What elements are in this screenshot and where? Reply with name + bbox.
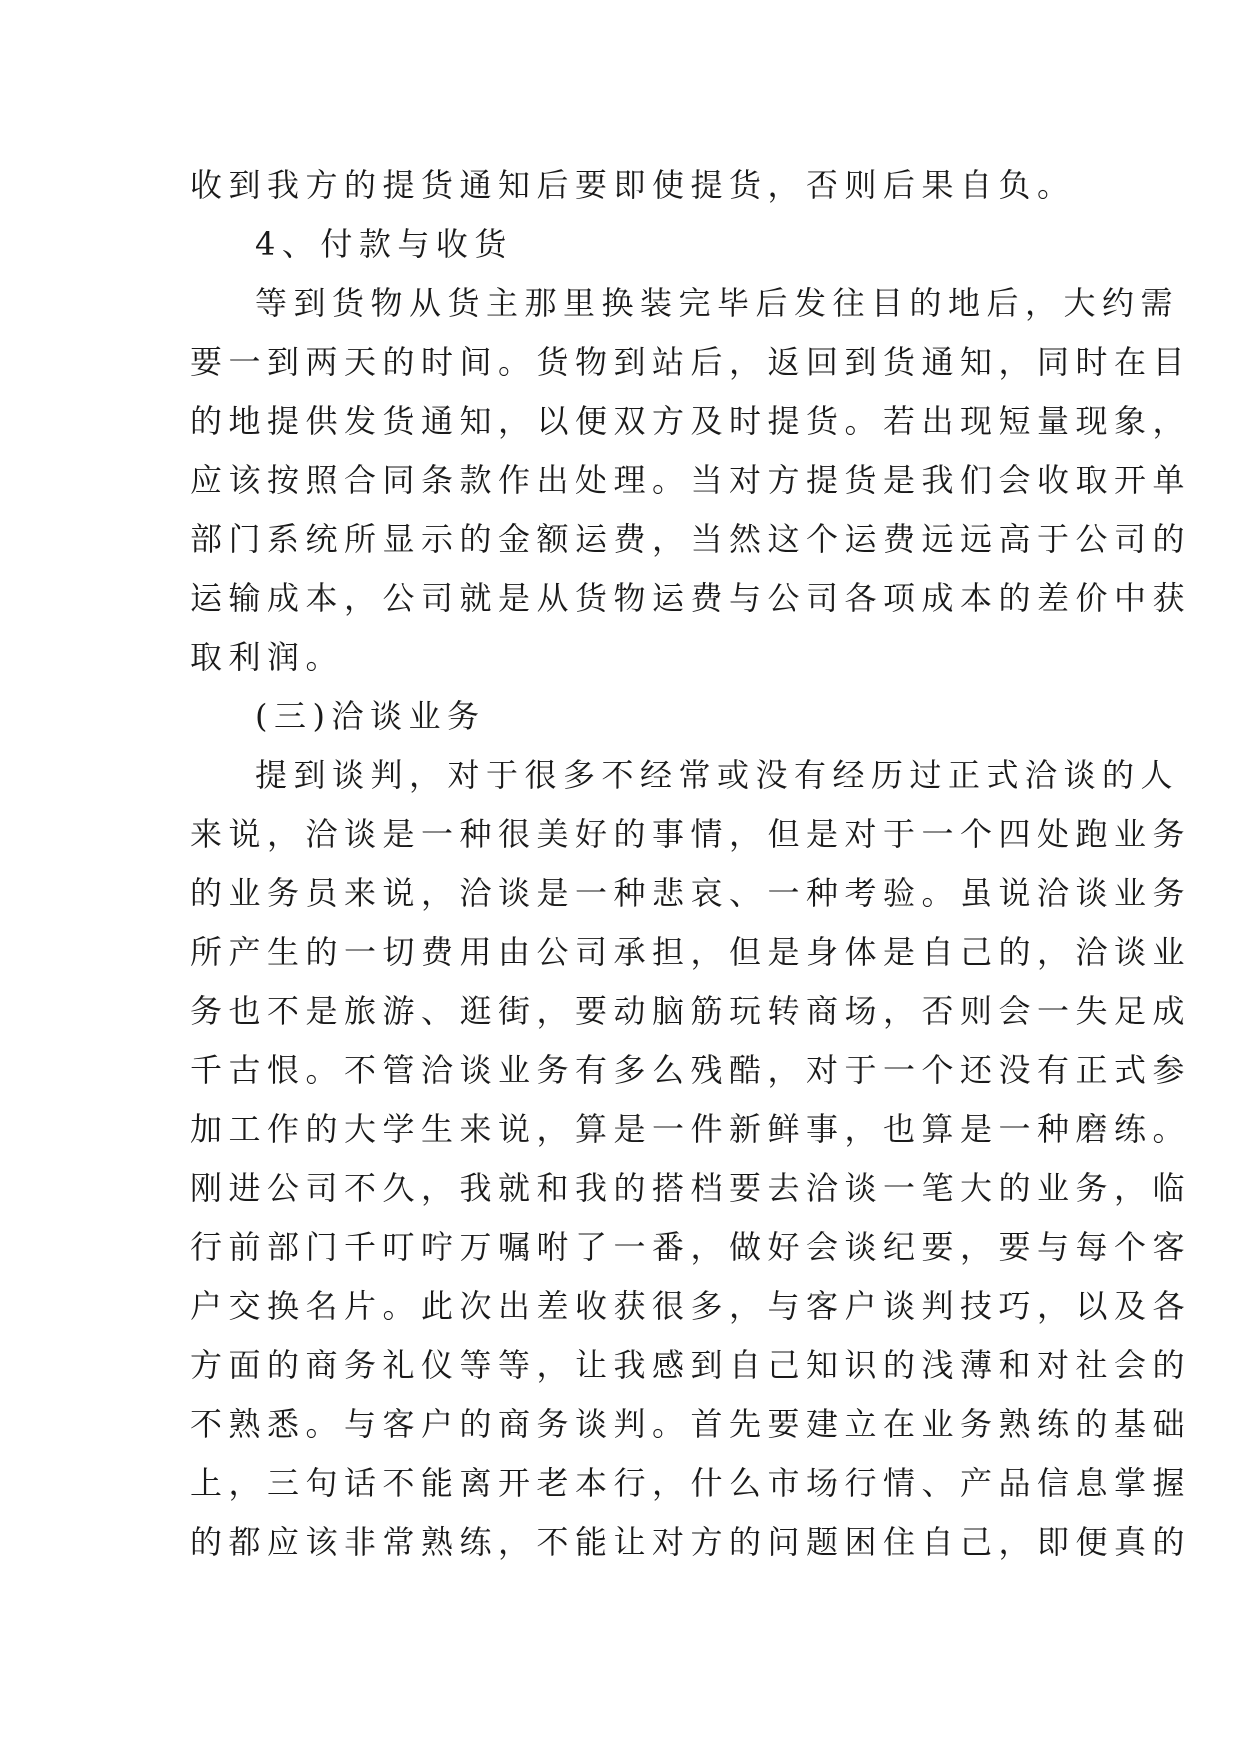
section-heading: 4、付款与收货 — [255, 225, 513, 263]
text-line: 刚进公司不久，我就和我的搭档要去洽谈一笔大的业务，临 — [190, 1169, 1192, 1207]
text-line: 的都应该非常熟练，不能让对方的问题困住自己，即便真的 — [190, 1523, 1192, 1561]
text-line: 所产生的一切费用由公司承担，但是身体是自己的，洽谈业 — [190, 933, 1192, 971]
text-line: 的业务员来说，洽谈是一种悲哀、一种考验。虽说洽谈业务 — [190, 874, 1192, 912]
text-line: 应该按照合同条款作出处理。当对方提货是我们会收取开单 — [190, 461, 1192, 499]
section-heading: (三)洽谈业务 — [255, 697, 486, 735]
text-line: 务也不是旅游、逛街，要动脑筋玩转商场，否则会一失足成 — [190, 992, 1192, 1030]
text-line: 运输成本，公司就是从货物运费与公司各项成本的差价中获 — [190, 579, 1192, 617]
text-line: 不熟悉。与客户的商务谈判。首先要建立在业务熟练的基础 — [190, 1405, 1192, 1443]
text-line: 来说，洽谈是一种很美好的事情，但是对于一个四处跑业务 — [190, 815, 1192, 853]
text-line: 户交换名片。此次出差收获很多，与客户谈判技巧，以及各 — [190, 1287, 1192, 1325]
text-line: 上，三句话不能离开老本行，什么市场行情、产品信息掌握 — [190, 1464, 1192, 1502]
text-line: 提到谈判，对于很多不经常或没有经历过正式洽谈的人 — [255, 756, 1180, 794]
text-line: 加工作的大学生来说，算是一件新鲜事，也算是一种磨练。 — [190, 1110, 1192, 1148]
text-line: 收到我方的提货通知后要即使提货，否则后果自负。 — [190, 166, 1076, 204]
text-line: 行前部门千叮咛万嘱咐了一番，做好会谈纪要，要与每个客 — [190, 1228, 1192, 1266]
text-line: 的地提供发货通知，以便双方及时提货。若出现短量现象， — [190, 402, 1192, 440]
text-line: 部门系统所显示的金额运费，当然这个运费远远高于公司的 — [190, 520, 1192, 558]
text-line: 等到货物从货主那里换装完毕后发往目的地后，大约需 — [255, 284, 1180, 322]
text-line: 千古恨。不管洽谈业务有多么残酷，对于一个还没有正式参 — [190, 1051, 1192, 1089]
text-line: 取利润。 — [190, 638, 345, 676]
text-line: 要一到两天的时间。货物到站后，返回到货通知，同时在目 — [190, 343, 1192, 381]
text-line: 方面的商务礼仪等等，让我感到自己知识的浅薄和对社会的 — [190, 1346, 1192, 1384]
